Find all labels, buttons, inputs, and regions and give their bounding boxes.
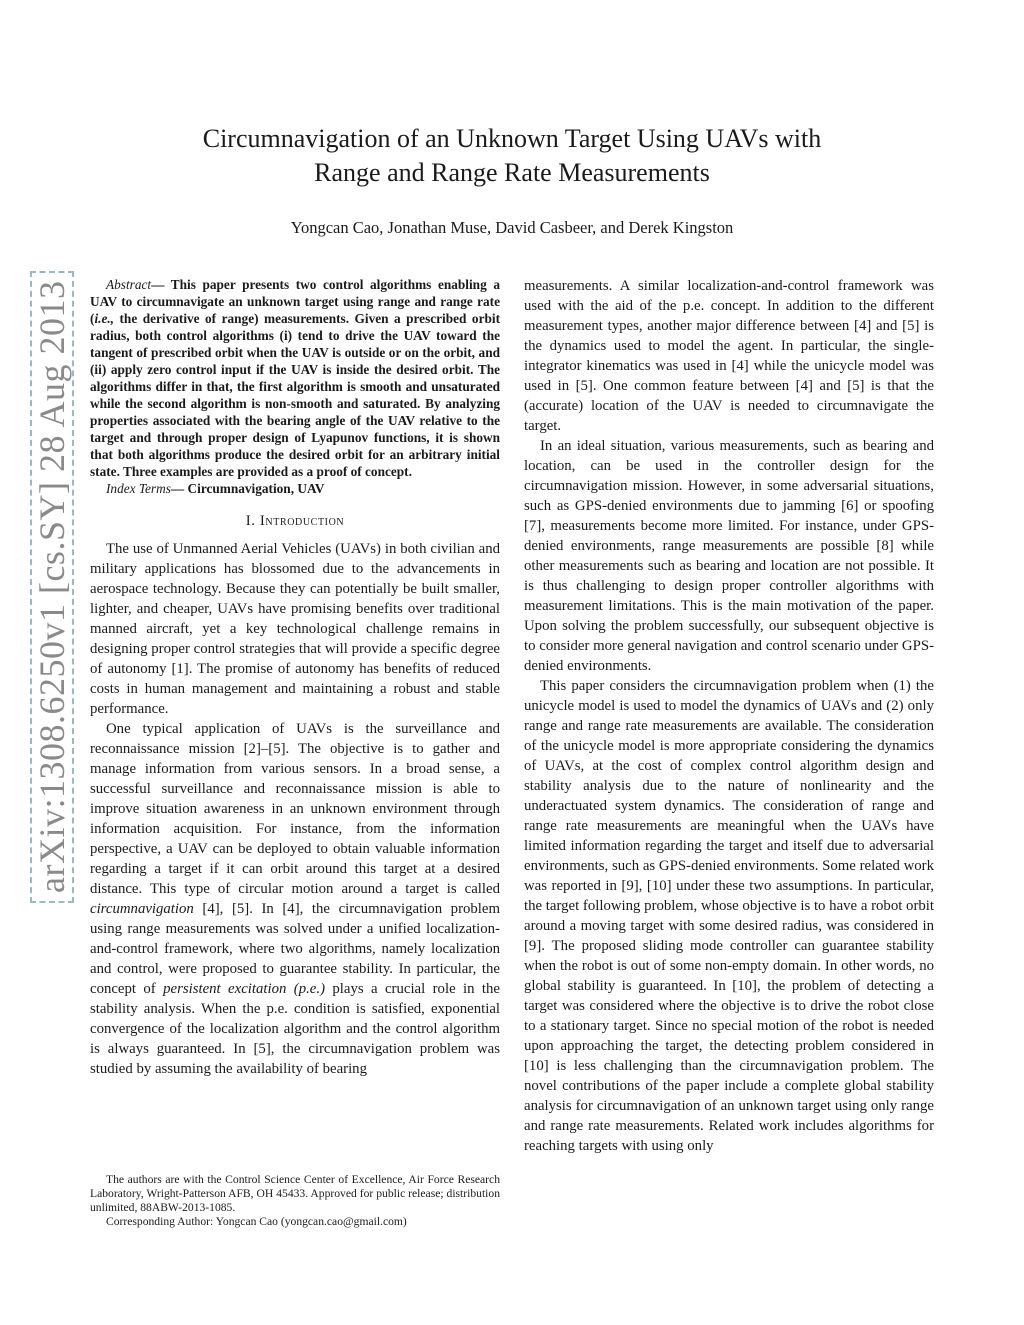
arxiv-identifier: arXiv:1308.6250v1 [cs.SY] 28 Aug 2013 xyxy=(30,271,74,903)
author-list: Yongcan Cao, Jonathan Muse, David Casbeer, and Derek Kingston xyxy=(290,218,734,237)
abstract-ie: i.e., xyxy=(94,311,115,326)
abstract-label: Abstract xyxy=(106,277,152,292)
intro-paragraph-2 xyxy=(90,719,500,1079)
intro-p2-part-b: [4], [5]. In [4], the circumnavigation problem using range measurements was solved under a unified localization-and-control framework, where two algorithms, namely localization and control, were proposed to guarantee stability. In particular, the concept of xyxy=(90,901,500,997)
abstract-text-a: This paper presents two control algorithms enabling a UAV to circumnavigate an unknown target using range and range rate ( xyxy=(90,277,500,326)
left-column xyxy=(90,276,500,1079)
index-terms-dash: — xyxy=(170,481,188,496)
section-title: Introduction xyxy=(259,513,345,529)
section-number: I. xyxy=(245,513,260,529)
intro-p2-emphasis-pe: persistent excitation (p.e.) xyxy=(163,981,326,997)
intro-paragraph-1: The use of Unmanned Aerial Vehicles (UAVs) in both civilian and military applications has blossomed due to the advancements in aerospace technology. Because they can potentially be built smaller, lighter, and cheaper, UAVs have promising benefits over traditional manned aircraft, yet a key technological challenge remains in designing proper control strategies that will provide a specific degree of autonomy [1]. The promise of autonomy has benefits of reduced costs in human management and maintaining a robust and stable performance. xyxy=(90,541,500,717)
right-column xyxy=(524,276,934,1156)
paper-title xyxy=(140,122,884,190)
title-line-2: Range and Range Rate Measurements xyxy=(314,158,710,187)
abstract xyxy=(90,276,500,480)
title-line-1: Circumnavigation of an Unknown Target Using UAVs with xyxy=(202,124,822,153)
abstract-dash: — xyxy=(151,277,171,292)
index-terms-label: Index Terms xyxy=(106,481,171,496)
intro-p2-part-c: plays a crucial role in the stability analysis. When the p.e. condition is satisfied, exponential convergence of the localization algorithm and the control algorithm is always guaranteed. In [5], the circumnavigation problem was studied by assuming the availability of bearing xyxy=(90,981,500,1077)
right-paragraph-3: This paper considers the circumnavigation problem when (1) the unicycle model is used to model the dynamics of UAVs and (2) only range and range rate measurements are available. The consideration of the unicycle model is more appropriate considering the dynamics of UAVs, at the cost of complex control algorithm design and stability analysis due to the nature of nonlinearity and the underactuated system dynamics. The consideration of range and range rate measurements are meaningful when the UAVs have limited information regarding the target and itself due to adversarial environments, such as GPS-denied environments. Some related work was reported in [9], [10] under these two assumptions. In particular, the target following problem, whose objective is to have a robot orbit around a moving target with some desired radius, was considered in [9]. The proposed sliding mode controller can guarantee stability when the robot is out of some non-empty domain. In other words, no global stability is guaranteed. In [10], the problem of detecting a target was considered where the objective is to drive the robot close to a stationary target. Since no special motion of the robot is needed upon approaching the target, the detecting problem considered in [10] is less challenging than the circumnavigation problem. The novel contributions of the paper include a complete global stability analysis for circumnavigation of an unknown target using only range and range rate measurements. Related work includes algorithms for reaching targets with using only xyxy=(524,678,934,1154)
right-paragraph-1: measurements. A similar localization-and-control framework was used with the aid of the p.e. concept. In addition to the different measurement types, another major difference between [4] and [5] is the dynamics used to model the agent. In particular, the single-integrator kinematics was used in [4] while the unicycle model was used in [5]. One common feature between [4] and [5] is that the (accurate) location of the UAV is needed to circumnavigate the target. xyxy=(524,278,934,434)
footnote-corresponding-author: Corresponding Author: Yongcan Cao (yongcan.cao@gmail.com) xyxy=(106,1215,407,1228)
intro-p2-emphasis-circumnavigation: circumnavigation xyxy=(90,901,194,917)
footnote-affiliation: The authors are with the Control Science Center of Excellence, Air Force Research Laboratory, Wright-Patterson AFB, OH 45433. Approved for public release; distribution unlimited, 88ABW-2013-1085. xyxy=(90,1173,500,1214)
abstract-text-b: the derivative of range) measurements. Given a prescribed orbit radius, both control algorithms (i) tend to drive the UAV toward the tangent of prescribed orbit when the UAV is outside or on the orbit, and (ii) apply zero control input if the UAV is inside the desired orbit. The algorithms differ in that, the first algorithm is smooth and unsaturated while the second algorithm is non-smooth and saturated. By analyzing properties associated with the bearing angle of the UAV relative to the target and through proper design of Lyapunov functions, it is shown that both algorithms produce the desired orbit for an arbitrary initial state. Three examples are provided as a proof of concept. xyxy=(90,311,500,479)
index-terms-text: Circumnavigation, UAV xyxy=(187,481,325,496)
section-heading-introduction xyxy=(90,511,500,531)
intro-p2-part-a: One typical application of UAVs is the surveillance and reconnaissance mission [2]–[5]. The objective is to gather and manage information from various sensors. In a broad sense, a successful surveillance and reconnaissance mission is able to improve situation awareness in an unknown environment through information acquisition. For instance, from the information perspective, a UAV can be deployed to obtain valuable information regarding a target if it can orbit around this target at a desired distance. This type of circular motion around a target is called xyxy=(90,721,500,897)
index-terms xyxy=(90,480,500,497)
footnotes xyxy=(90,1173,500,1229)
right-paragraph-2: In an ideal situation, various measurements, such as bearing and location, can be used in the controller design for the circumnavigation mission. However, in some adversarial situations, such as GPS-denied environments due to jamming [6] or spoofing [7], measurements become more limited. For instance, under GPS-denied environments, range measurements are possible [8] while other measurements such as bearing and location are not possible. It is thus challenging to design proper controller algorithms with measurement limitations. This is the main motivation of the paper. Upon solving the problem successfully, our subsequent objective is to consider more general navigation and control scenario under GPS-denied environments. xyxy=(524,438,934,674)
